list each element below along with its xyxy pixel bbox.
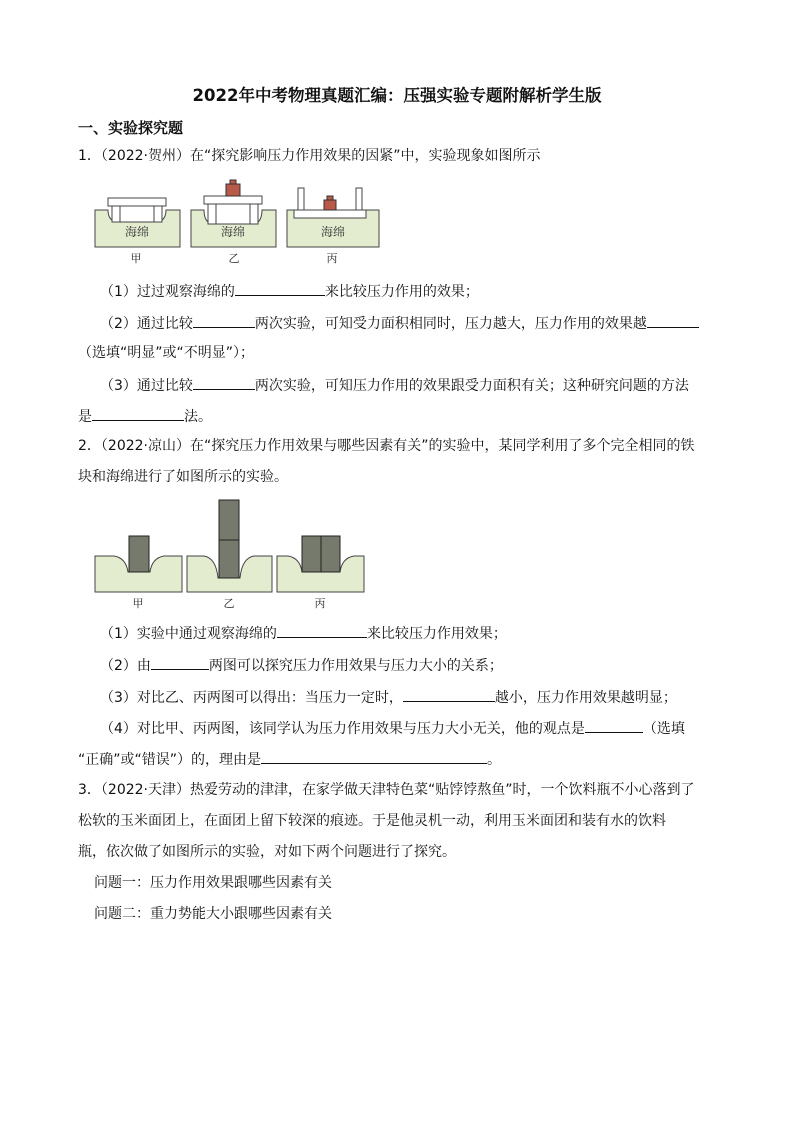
q3-stem-line3: 瓶，依次做了如图所示的实验，对如下两个问题进行了探究。 xyxy=(78,844,456,860)
q1-part3 xyxy=(100,374,689,396)
q2-figure xyxy=(94,498,366,594)
q1-caption-bing: 丙 xyxy=(326,252,338,265)
q2-stem-line1: 2．（2022·凉山）在“探究压力作用效果与哪些因素有关”的实验中，某同学利用了多个完全相同的铁 xyxy=(78,438,695,454)
q2-part2 xyxy=(100,654,503,676)
q2-part4-text-d: 。 xyxy=(487,752,502,768)
q2-part4-text-c: “正确”或“错误”）的，理由是 xyxy=(78,752,262,768)
q2-part3-text-a: （3）对比乙、丙两图可以得出：当压力一定时， xyxy=(100,690,403,706)
q2-part3-blank[interactable] xyxy=(403,686,495,702)
q2-fig-yi xyxy=(187,500,272,592)
q1-part2-blank-2[interactable] xyxy=(647,312,699,328)
q2-part1 xyxy=(100,622,507,644)
q1-part1-blank[interactable] xyxy=(235,280,325,296)
q1-part3-blank-2[interactable] xyxy=(92,405,184,421)
q1-part1-text-b: 来比较压力作用的效果； xyxy=(324,284,479,300)
q2-fig-bing xyxy=(277,536,364,592)
q1-part2-text-b: 两次实验，可知受力面积相同时，压力越大，压力作用的效果越 xyxy=(254,316,647,332)
q1-part1 xyxy=(100,280,479,302)
q1-figure xyxy=(94,176,380,250)
q2-part1-text-b: 来比较压力作用效果； xyxy=(366,626,507,642)
q3-question-two: 问题二：重力势能大小跟哪些因素有关 xyxy=(94,906,332,922)
q2-part2-text-b: 两图可以探究压力作用效果与压力大小的关系； xyxy=(208,658,503,674)
q2-caption-jia: 甲 xyxy=(132,597,144,610)
sponge-label: 海绵 xyxy=(320,225,346,239)
q1-fig-yi xyxy=(191,180,276,247)
document-title: 2022年中考物理真题汇编：压强实验专题附解析学生版 xyxy=(192,86,602,105)
q2-part2-blank[interactable] xyxy=(151,654,209,670)
q2-part1-blank[interactable] xyxy=(277,622,367,638)
q1-part3-text-d: 法。 xyxy=(184,409,212,425)
q2-caption-yi: 乙 xyxy=(223,597,235,610)
q1-part3-cont xyxy=(78,405,212,427)
q2-part3 xyxy=(100,686,677,708)
q1-part2-text-a: （2）通过比较 xyxy=(100,316,193,332)
q1-caption-yi: 乙 xyxy=(228,252,240,265)
section-heading: 一、实验探究题 xyxy=(78,119,184,137)
q1-part3-text-a: （3）通过比较 xyxy=(100,378,193,394)
q3-stem-line2: 松软的玉米面团上，在面团上留下较深的痕迹。于是他灵机一动，利用玉米面团和装有水的饮料 xyxy=(78,813,666,829)
q3-question-one: 问题一：压力作用效果跟哪些因素有关 xyxy=(94,875,332,891)
q2-part4-cont xyxy=(78,748,501,770)
q1-part3-text-c: 是 xyxy=(78,409,92,425)
q1-part1-text-a: （1）过过观察海绵的 xyxy=(100,284,235,300)
q2-fig-jia xyxy=(95,536,182,592)
q2-part2-text-a: （2）由 xyxy=(100,658,151,674)
q2-part1-text-a: （1）实验中通过观察海绵的 xyxy=(100,626,277,642)
q2-part4-blank-1[interactable] xyxy=(585,717,643,733)
q2-part4-blank-2[interactable] xyxy=(261,748,487,764)
q1-part2-blank-1[interactable] xyxy=(193,312,255,328)
q2-stem-line2: 块和海绵进行了如图所示的实验。 xyxy=(78,469,288,485)
q1-part3-text-b: 两次实验，可知压力作用的效果跟受力面积有关；这种研究问题的方法 xyxy=(254,378,689,394)
q1-part3-blank-1[interactable] xyxy=(193,374,255,390)
q2-part4-text-a: （4）对比甲、丙两图，该同学认为压力作用效果与压力大小无关，他的观点是 xyxy=(100,721,585,737)
q3-stem-line1: 3．（2022·天津）热爱劳动的津津，在家学做天津特色菜“贴饽饽熬鱼”时，一个饮料瓶不小心落到了 xyxy=(78,782,695,798)
q1-part2-cont: （选填“明显”或“不明显”）； xyxy=(78,345,255,361)
q2-caption-bing: 丙 xyxy=(314,597,326,610)
sponge-label: 海绵 xyxy=(124,225,150,239)
sponge-label: 海绵 xyxy=(220,225,246,239)
q1-caption-jia: 甲 xyxy=(130,252,142,265)
q1-fig-bing xyxy=(287,188,379,247)
q1-fig-jia xyxy=(95,198,180,247)
q1-part2 xyxy=(100,312,699,334)
q2-part3-text-b: 越小，压力作用效果越明显； xyxy=(494,690,677,706)
q1-stem: 1．（2022·贺州）在“探究影响压力作用效果的因紧”中，实验现象如图所示 xyxy=(78,148,541,164)
q2-part4-text-b: （选填 xyxy=(642,721,685,737)
q2-part4 xyxy=(100,717,685,739)
